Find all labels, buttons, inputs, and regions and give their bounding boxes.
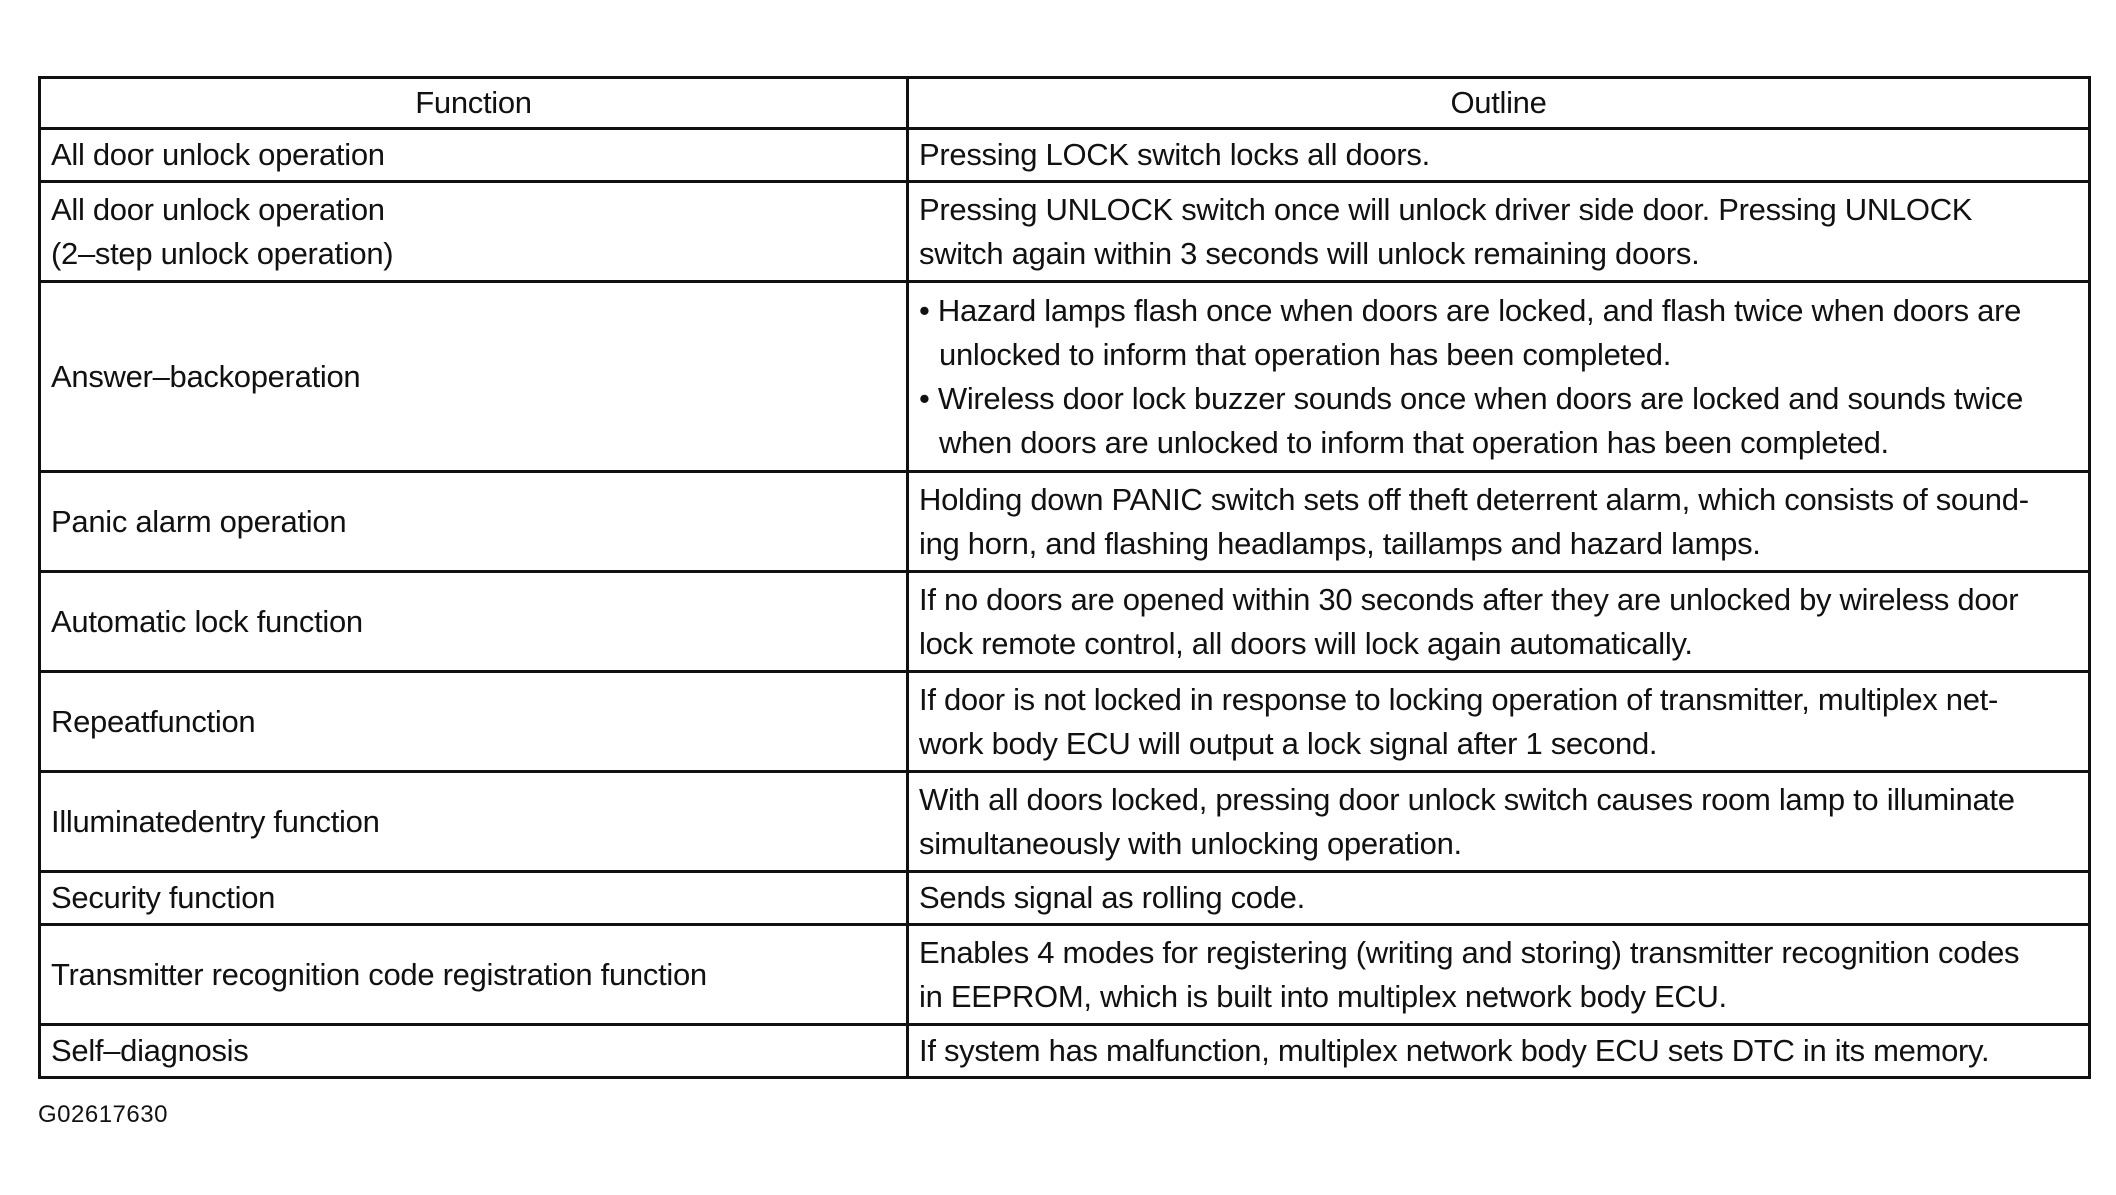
outline-cell [908,472,2090,572]
function-text: All door unlock operation [51,137,385,172]
function-cell [40,772,908,872]
outline-text: lock remote control, all doors will lock again automatically. [919,625,1693,661]
outline-cell [908,772,2090,872]
function-cell [40,182,908,282]
outline-cell [908,182,2090,282]
function-outline-table [38,76,2091,1079]
function-text: (2–step unlock operation) [51,235,394,271]
table-row [40,1025,2090,1078]
table-row [40,282,2090,472]
table-row [40,572,2090,672]
function-cell [40,672,908,772]
function-cell [40,572,908,672]
table-row [40,182,2090,282]
table-row [40,129,2090,182]
outline-cell [908,282,2090,472]
outline-text: If no doors are opened within 30 seconds after they are unlocked by wireless door [919,581,2019,617]
function-text: Answer–backoperation [51,358,361,394]
function-cell [40,472,908,572]
function-outline-table-wrap [38,76,2088,1079]
function-text: Self–diagnosis [51,1033,249,1068]
function-cell [40,1025,908,1078]
table-row [40,925,2090,1025]
outline-text: Enables 4 modes for registering (writing and storing) transmitter recognition codes [919,934,2020,970]
outline-text: ing horn, and flashing headlamps, taillamps and hazard lamps. [919,525,1761,561]
table-row [40,472,2090,572]
table-row [40,672,2090,772]
function-cell [40,129,908,182]
outline-text: Pressing UNLOCK switch once will unlock driver side door. Pressing UNLOCK [919,191,1973,227]
table-row [40,772,2090,872]
outline-cell [908,129,2090,182]
outline-cell [908,672,2090,772]
function-text: All door unlock operation [51,191,385,227]
outline-cell [908,1025,2090,1078]
function-text: Repeatfunction [51,703,256,739]
outline-text: in EEPROM, which is built into multiplex network body ECU. [919,978,1727,1014]
function-text: Security function [51,880,276,915]
outline-bullet: • Hazard lamps flash once when doors are locked, and flash twice when doors are unlocked to inform that operation has been completed. [919,292,2022,372]
outline-text: work body ECU will output a lock signal after 1 second. [919,725,1658,761]
outline-cell [908,872,2090,925]
outline-bullet: • Wireless door lock buzzer sounds once when doors are locked and sounds twice when doors are unlocked to inform that operation has been completed. [919,380,2024,460]
table-row [40,872,2090,925]
function-text: Panic alarm operation [51,503,347,539]
header-function: Function [40,78,908,129]
header-outline: Outline [908,78,2090,129]
outline-text: simultaneously with unlocking operation. [919,825,1462,861]
outline-cell [908,572,2090,672]
function-cell [40,282,908,472]
outline-text: With all doors locked, pressing door unlock switch causes room lamp to illuminate [919,781,2015,817]
table-header-row [40,78,2090,129]
outline-text: switch again within 3 seconds will unlock remaining doors. [919,235,1700,271]
outline-text: Pressing LOCK switch locks all doors. [919,137,1430,172]
function-cell [40,925,908,1025]
figure-id: G02617630 [38,1101,168,1128]
function-text: Transmitter recognition code registration function [51,956,707,992]
function-cell [40,872,908,925]
outline-text: Sends signal as rolling code. [919,880,1305,915]
outline-cell [908,925,2090,1025]
function-text: Illuminatedentry function [51,803,380,839]
outline-text: Holding down PANIC switch sets off theft deterrent alarm, which consists of sound- [919,481,2029,517]
outline-text: If system has malfunction, multiplex network body ECU sets DTC in its memory. [919,1033,1990,1068]
function-text: Automatic lock function [51,603,363,639]
outline-text: If door is not locked in response to locking operation of transmitter, multiplex net- [919,681,1999,717]
